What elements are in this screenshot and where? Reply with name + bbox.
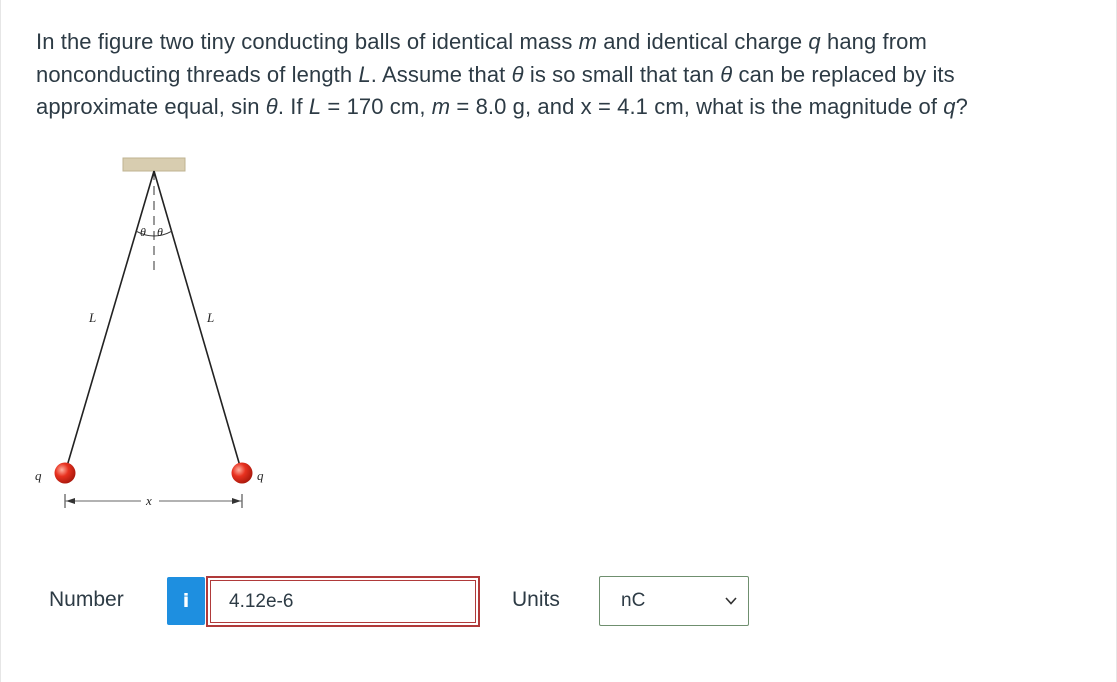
answer-input[interactable]: 4.12e-6	[210, 580, 476, 623]
charged-ball-right	[232, 463, 253, 484]
charged-ball-left	[55, 463, 76, 484]
question-line-1: In the figure two tiny conducting balls of identical mass m and identical charge q hang from	[36, 29, 927, 54]
question-line-2: nonconducting threads of length L. Assume that θ is so small that tan θ can be replaced by its	[36, 61, 955, 87]
x-dimension-label: x	[146, 493, 152, 508]
units-selected-value: nC	[621, 590, 646, 611]
pendulum-figure	[23, 150, 283, 520]
info-icon[interactable]: i	[167, 577, 205, 625]
length-label-left: L	[89, 310, 97, 325]
charge-label-right: q	[257, 468, 264, 483]
question-line-3: approximate equal, sin θ. If L = 170 cm, m = 8.0 g, and x = 4.1 cm, what is the magnitude of q?	[36, 94, 968, 119]
answer-input-wrapper	[206, 576, 480, 627]
charge-label-left: q	[35, 468, 42, 483]
number-label: Number	[49, 588, 124, 611]
question-text	[36, 26, 1076, 124]
theta-label-left: θ	[140, 225, 146, 239]
chevron-down-icon	[724, 594, 738, 608]
units-select[interactable]	[599, 576, 749, 626]
x-arrowhead-right	[232, 498, 241, 504]
length-label-right: L	[207, 310, 215, 325]
thread-right	[154, 171, 242, 473]
theta-label-right: θ	[157, 225, 163, 239]
answer-row	[1, 575, 1117, 627]
thread-left	[65, 171, 154, 473]
ceiling-support	[123, 158, 185, 171]
x-arrowhead-left	[66, 498, 75, 504]
units-label: Units	[512, 588, 560, 611]
